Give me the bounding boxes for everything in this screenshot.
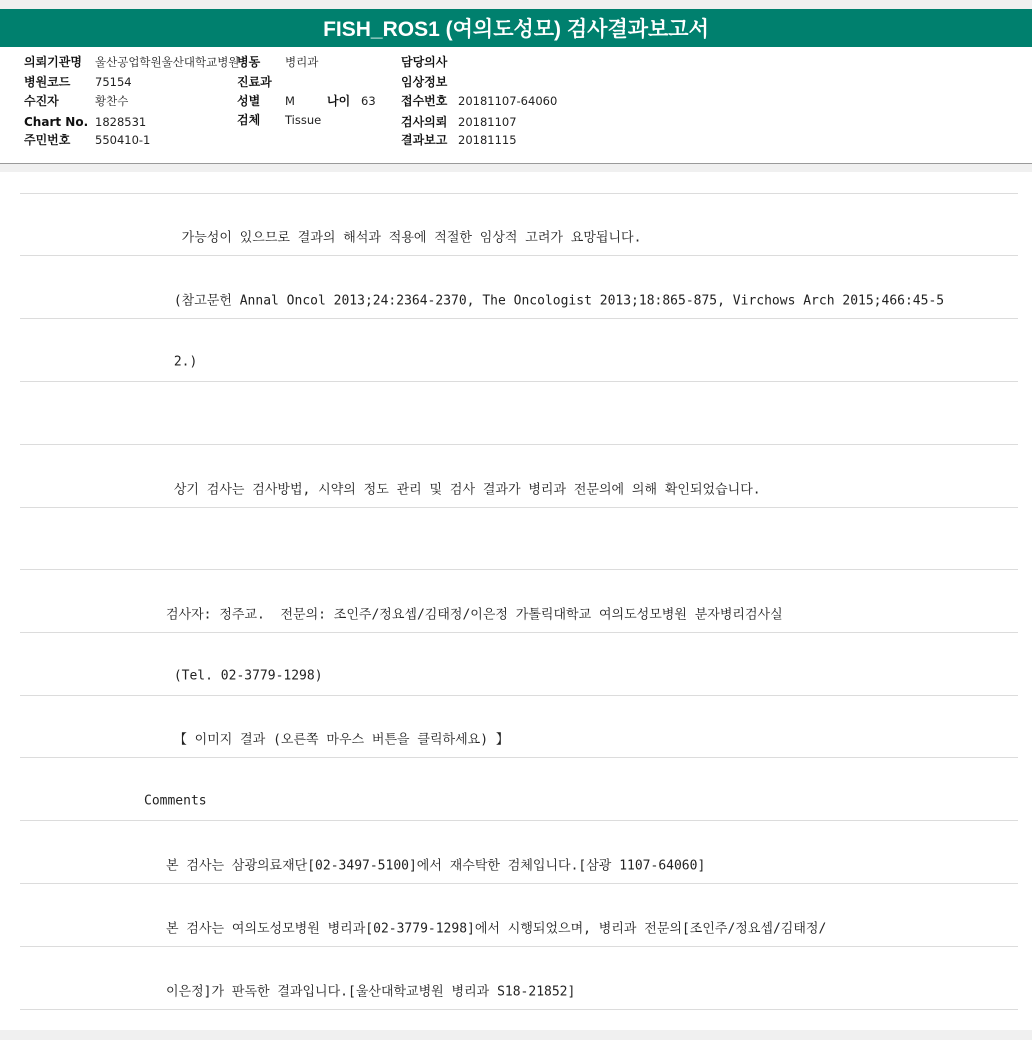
- receipt-number-label: 접수번호: [401, 94, 448, 108]
- report-row[interactable]: [20, 696, 1018, 758]
- report-line: 본 검사는 삼광의료재단[02-3497-5100]에서 재수탁한 검체입니다.[삼광 1107-64060]: [166, 858, 706, 874]
- report-title: FISH_ROS1 (여의도성모) 검사결과보고서: [323, 18, 709, 41]
- report-line: 상기 검사는 검사방법, 시약의 정도 관리 및 검사 결과가 병리과 전문의에 의해 확인되었습니다.: [166, 482, 761, 498]
- specimen-value: Tissue: [285, 113, 322, 127]
- comments-heading: Comments: [144, 793, 207, 809]
- specimen-label: 검체: [237, 113, 261, 127]
- chart-number-value: 1828531: [95, 115, 147, 129]
- report-row: [20, 446, 1018, 508]
- request-date-value: 20181107: [458, 115, 517, 129]
- report-body: [0, 172, 1032, 1030]
- hospital-code-value: 75154: [95, 75, 132, 89]
- receipt-number-value: 20181107-64060: [458, 94, 558, 108]
- ward-value: 병리과: [285, 55, 319, 69]
- report-row: [20, 634, 1018, 696]
- image-result-link[interactable]: 【 이미지 결과 (오른쪽 마우스 버튼을 클릭하세요) 】: [166, 732, 509, 748]
- institution-value: 울산공업학원울산대학교병원: [95, 55, 240, 69]
- report-row: [20, 383, 1018, 445]
- report-row: [20, 194, 1018, 256]
- patient-label: 수진자: [24, 94, 59, 108]
- sex-value: M: [285, 94, 295, 108]
- report-row: [20, 759, 1018, 821]
- report-row: [20, 948, 1018, 1010]
- clinical-info-label: 임상정보: [401, 75, 448, 89]
- report-title-bar: [0, 9, 1032, 47]
- hospital-code-label: 병원코드: [24, 75, 71, 89]
- report-row: [20, 571, 1018, 633]
- report-row: [20, 257, 1018, 319]
- age-value: 63: [361, 94, 376, 108]
- report-row: [20, 822, 1018, 884]
- report-line: (참고문헌 Annal Oncol 2013;24:2364-2370, The Oncologist 2013;18:865-875, Virchows Arch 2015;466:45-5: [166, 293, 945, 309]
- chart-number-label: Chart No.: [24, 115, 89, 129]
- doctor-label: 담당의사: [401, 55, 448, 69]
- department-label: 진료과: [237, 75, 272, 89]
- report-row: [20, 320, 1018, 382]
- resident-id-label: 주민번호: [24, 133, 71, 147]
- report-line: 본 검사는 여의도성모병원 병리과[02-3779-1298]에서 시행되었으며, 병리과 전문의[조인주/정요셉/김태정/: [166, 921, 827, 937]
- patient-value: 황찬수: [95, 94, 129, 108]
- report-line: 이은정]가 판독한 결과입니다.[울산대학교병원 병리과 S18-21852]: [166, 984, 576, 1000]
- report-line: 2.): [166, 354, 198, 370]
- sex-label: 성별: [237, 94, 261, 108]
- report-line: (Tel. 02-3779-1298): [166, 668, 323, 684]
- report-line: 검사자: 정주교. 전문의: 조인주/정요셉/김태정/이은정 가톨릭대학교 여의도성모병원 분자병리검사실: [166, 607, 783, 623]
- result-date-value: 20181115: [458, 133, 517, 147]
- request-date-label: 검사의뢰: [401, 115, 448, 129]
- ward-label: 병동: [237, 55, 261, 69]
- report-row: [20, 885, 1018, 947]
- report-row-top-border: [20, 132, 1018, 194]
- report-row: [20, 508, 1018, 570]
- result-date-label: 결과보고: [401, 133, 448, 147]
- report-line: 가능성이 있으므로 결과의 해석과 적용에 적절한 임상적 고려가 요망됩니다.: [166, 230, 642, 246]
- resident-id-value: 550410-1: [95, 133, 151, 147]
- age-label: 나이: [327, 94, 351, 108]
- institution-label: 의뢰기관명: [24, 55, 82, 69]
